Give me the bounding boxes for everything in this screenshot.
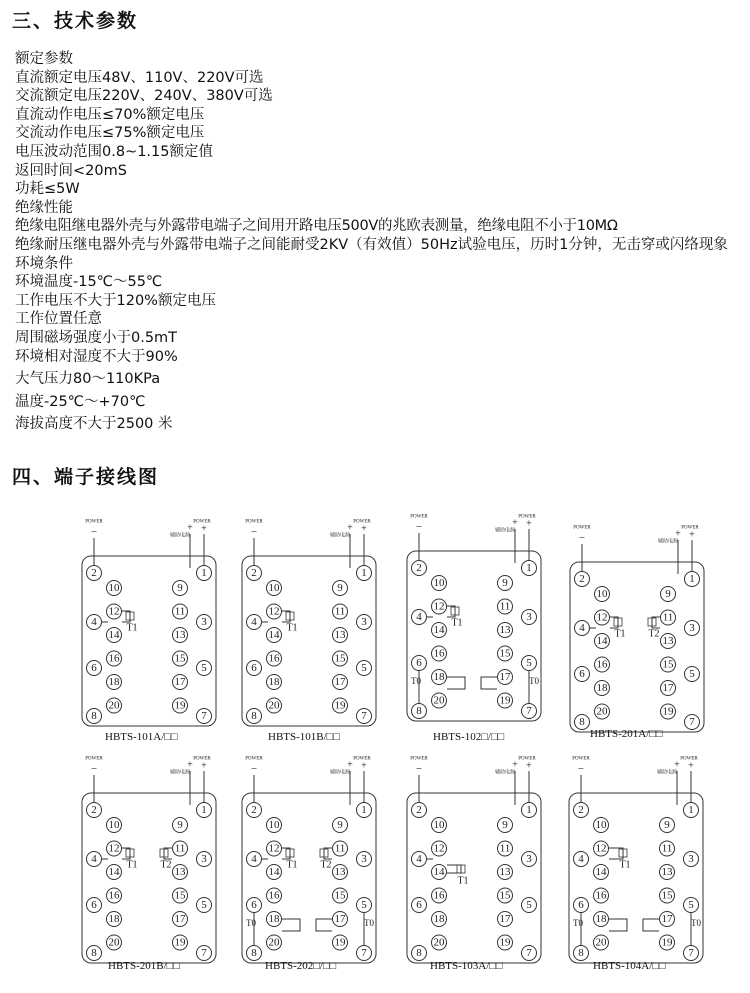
terminal-label: 10 <box>596 588 608 600</box>
terminal-label: 17 <box>334 676 346 688</box>
power-label: POWER <box>573 525 591 531</box>
wire <box>643 919 659 931</box>
terminal-label: 2 <box>579 573 585 585</box>
terminal-label: 2 <box>578 804 584 816</box>
terminal-label: 1 <box>689 573 695 585</box>
terminal-label: 19 <box>334 699 346 712</box>
wiring-diagram-202 <box>240 755 380 959</box>
timer-label: T2 <box>648 628 660 640</box>
terminal-label: 17 <box>174 913 186 925</box>
polarity-plus: + <box>512 759 518 771</box>
terminal-label: 15 <box>334 652 346 665</box>
terminal-label: 11 <box>499 842 511 855</box>
terminal-label: 1 <box>201 804 207 816</box>
terminal-label: 9 <box>664 819 670 831</box>
wiring-diagram-101b <box>240 518 380 722</box>
terminal-label: 8 <box>416 705 422 717</box>
terminal-label: 11 <box>661 842 673 855</box>
polarity-plus: + <box>674 759 680 771</box>
terminal-label: 8 <box>416 947 422 959</box>
terminal-label: 16 <box>108 889 120 902</box>
terminal-label: 12 <box>433 600 445 613</box>
power-label: POWER <box>353 756 371 762</box>
terminal-label: 7 <box>201 710 207 722</box>
terminal-label: 1 <box>361 567 367 579</box>
diagram-caption: HBTS-202□/□□ <box>265 960 337 972</box>
power-label: POWER <box>680 756 698 762</box>
wiring-diagram-104a <box>567 755 707 959</box>
diagram-caption: HBTS-201A/□□ <box>590 728 663 740</box>
wiring-diagram-102 <box>405 513 545 717</box>
polarity-plus: + <box>201 760 207 772</box>
terminal-label: 6 <box>251 899 257 911</box>
terminal-label: 18 <box>433 913 445 925</box>
wire <box>282 919 300 931</box>
terminal-label: 15 <box>499 647 511 660</box>
terminal-label: 15 <box>174 652 186 665</box>
terminal-label: 2 <box>416 562 422 574</box>
terminal-label: 11 <box>334 605 346 618</box>
terminal-label: 10 <box>268 819 280 831</box>
terminal-label: 6 <box>91 662 97 674</box>
terminal-label: 7 <box>689 716 695 728</box>
polarity-minus: − <box>578 532 586 544</box>
terminal-label: 7 <box>526 947 532 959</box>
timer-label: T0 <box>691 918 701 928</box>
terminal-label: 18 <box>433 671 445 683</box>
terminal-label: 20 <box>433 694 445 707</box>
spec-line: 直流动作电压≤70%额定电压 <box>15 106 205 123</box>
terminal-label: 16 <box>433 647 445 660</box>
power-label: POWER <box>245 519 263 525</box>
power-label: POWER <box>193 519 211 525</box>
polarity-plus: + <box>675 528 681 540</box>
section-4-heading: 四、端子接线图 <box>12 466 160 488</box>
spec-line: 电压波动范围0.8~1.15额定值 <box>15 143 213 160</box>
terminal-label: 13 <box>174 866 186 878</box>
diagram-caption: HBTS-104A/□□ <box>593 960 666 972</box>
terminal-label: 3 <box>361 853 367 865</box>
terminal-label: 13 <box>499 866 511 878</box>
terminal-label: 9 <box>665 588 671 600</box>
terminal-label: 9 <box>502 819 508 831</box>
power-label: POWER <box>193 756 211 762</box>
terminal-label: 11 <box>174 605 186 618</box>
terminal-label: 18 <box>595 913 607 925</box>
terminal-label: 8 <box>578 947 584 959</box>
polarity-plus: + <box>347 759 353 771</box>
terminal-label: 12 <box>108 842 120 855</box>
aux-power-label: 辅助电源 <box>494 770 516 776</box>
timer-label: T1 <box>451 617 463 629</box>
polarity-plus: + <box>512 517 518 529</box>
terminal-label: 17 <box>662 682 674 694</box>
terminal-label: 14 <box>268 866 280 878</box>
diagram-caption: HBTS-201B/□□ <box>108 960 180 972</box>
spec-line: 海拔高度不大于2500 米 <box>15 416 173 433</box>
terminal-label: 2 <box>251 567 257 579</box>
terminal-label: 19 <box>334 936 346 949</box>
power-label: POWER <box>410 514 428 520</box>
terminal-label: 3 <box>201 616 207 628</box>
terminal-label: 5 <box>689 668 695 680</box>
terminal-label: 4 <box>579 622 585 634</box>
terminal-label: 8 <box>251 710 257 722</box>
terminal-label: 5 <box>526 657 532 669</box>
polarity-plus: + <box>347 522 353 534</box>
timer-label: T2 <box>320 859 332 871</box>
polarity-minus: − <box>415 763 423 775</box>
terminal-label: 18 <box>108 676 120 688</box>
wire <box>609 919 627 931</box>
wire <box>447 865 461 873</box>
terminal-label: 14 <box>268 629 280 641</box>
polarity-plus: + <box>688 760 694 772</box>
wiring-diagram-103a <box>405 755 545 959</box>
aux-power-label: 辅助电源 <box>494 528 516 534</box>
terminal-label: 14 <box>433 624 445 636</box>
spec-line: 返回时间<20mS <box>15 162 127 179</box>
diagram-caption: HBTS-101B/□□ <box>268 731 340 743</box>
terminal-label: 4 <box>251 853 257 865</box>
terminal-label: 11 <box>662 611 674 624</box>
relay-frame <box>82 793 216 963</box>
terminal-label: 5 <box>361 899 367 911</box>
timer-label: T0 <box>411 676 421 686</box>
timer-label: T0 <box>529 676 539 686</box>
terminal-label: 10 <box>595 819 607 831</box>
terminal-label: 8 <box>91 710 97 722</box>
terminal-label: 8 <box>251 947 257 959</box>
terminal-label: 11 <box>334 842 346 855</box>
spec-line: 环境条件 <box>15 255 73 272</box>
terminal-label: 20 <box>595 936 607 949</box>
terminal-label: 5 <box>361 662 367 674</box>
terminal-label: 17 <box>499 671 511 683</box>
terminal-label: 15 <box>661 889 673 902</box>
timer-label: T1 <box>286 859 298 871</box>
terminal-label: 7 <box>526 705 532 717</box>
terminal-label: 2 <box>251 804 257 816</box>
aux-power-label: 辅助电源 <box>169 533 191 539</box>
terminal-label: 17 <box>499 913 511 925</box>
diagram-caption: HBTS-103A/□□ <box>430 960 503 972</box>
timer-label: T1 <box>286 622 298 634</box>
aux-power-label: 辅助电源 <box>657 539 679 545</box>
power-label: POWER <box>410 756 428 762</box>
wiring-diagram-201a <box>568 524 708 728</box>
power-label: POWER <box>518 756 536 762</box>
terminal-label: 4 <box>416 611 422 623</box>
terminal-label: 13 <box>499 624 511 636</box>
power-label: POWER <box>85 756 103 762</box>
terminal-label: 4 <box>91 616 97 628</box>
polarity-plus: + <box>689 529 695 541</box>
terminal-label: 7 <box>361 947 367 959</box>
terminal-label: 16 <box>433 889 445 902</box>
section-3-heading: 三、技术参数 <box>12 10 139 32</box>
terminal-label: 20 <box>108 699 120 712</box>
polarity-plus: + <box>361 523 367 535</box>
terminal-label: 14 <box>108 866 120 878</box>
terminal-label: 12 <box>433 842 445 855</box>
terminal-label: 6 <box>91 899 97 911</box>
terminal-label: 6 <box>251 662 257 674</box>
wire <box>447 677 465 689</box>
terminal-label: 1 <box>526 804 532 816</box>
spec-line: 周围磁场强度小于0.5mT <box>15 329 178 346</box>
terminal-label: 3 <box>689 622 695 634</box>
terminal-label: 20 <box>268 936 280 949</box>
diagram-caption: HBTS-102□/□□ <box>433 731 505 743</box>
terminal-label: 16 <box>595 889 607 902</box>
terminal-label: 9 <box>337 582 343 594</box>
power-label: POWER <box>85 519 103 525</box>
spec-line: 工作位置任意 <box>15 311 102 328</box>
power-label: POWER <box>353 519 371 525</box>
terminal-label: 7 <box>201 947 207 959</box>
terminal-label: 19 <box>661 936 673 949</box>
terminal-label: 12 <box>595 842 607 855</box>
timer-label: T1 <box>457 875 469 887</box>
terminal-label: 3 <box>526 611 532 623</box>
terminal-label: 4 <box>578 853 584 865</box>
power-label: POWER <box>681 525 699 531</box>
terminal-label: 6 <box>416 899 422 911</box>
terminal-label: 12 <box>268 842 280 855</box>
terminal-label: 19 <box>499 936 511 949</box>
spec-line: 温度-25℃～+70℃ <box>15 393 146 410</box>
terminal-label: 15 <box>499 889 511 902</box>
terminal-label: 19 <box>174 699 186 712</box>
terminal-label: 19 <box>662 705 674 718</box>
timer-label: T0 <box>573 918 583 928</box>
terminal-label: 3 <box>201 853 207 865</box>
terminal-label: 5 <box>201 662 207 674</box>
terminal-label: 4 <box>91 853 97 865</box>
wire <box>481 677 497 689</box>
terminal-label: 16 <box>596 658 608 671</box>
terminal-label: 17 <box>174 676 186 688</box>
terminal-label: 12 <box>108 605 120 618</box>
terminal-label: 16 <box>268 652 280 665</box>
polarity-plus: + <box>187 759 193 771</box>
terminal-label: 11 <box>499 600 511 613</box>
timer-label: T0 <box>364 918 374 928</box>
spec-list <box>15 50 745 434</box>
polarity-minus: − <box>90 526 98 538</box>
terminal-label: 18 <box>108 913 120 925</box>
terminal-label: 5 <box>201 899 207 911</box>
terminal-label: 17 <box>334 913 346 925</box>
terminal-label: 12 <box>268 605 280 618</box>
spec-line: 额定参数 <box>15 51 73 67</box>
terminal-label: 6 <box>578 899 584 911</box>
terminal-label: 10 <box>108 582 120 594</box>
terminal-label: 4 <box>416 853 422 865</box>
polarity-minus: − <box>90 763 98 775</box>
terminal-label: 18 <box>596 682 608 694</box>
terminal-label: 9 <box>177 819 183 831</box>
terminal-label: 17 <box>661 913 673 925</box>
terminal-label: 2 <box>91 567 97 579</box>
terminal-label: 20 <box>596 705 608 718</box>
terminal-label: 20 <box>108 936 120 949</box>
terminal-label: 4 <box>251 616 257 628</box>
wire <box>316 919 332 931</box>
terminal-label: 9 <box>502 577 508 589</box>
relay-frame <box>570 562 704 732</box>
spec-line: 绝缘耐压继电器外壳与外露带电端子之间能耐受2KV（有效值）50Hz试验电压，历时1分钟，无击穿或闪络现象 <box>15 236 728 253</box>
terminal-label: 13 <box>334 866 346 878</box>
polarity-minus: − <box>577 763 585 775</box>
terminal-label: 10 <box>433 819 445 831</box>
terminal-label: 7 <box>688 947 694 959</box>
terminal-label: 16 <box>268 889 280 902</box>
aux-power-label: 辅助电源 <box>656 770 678 776</box>
timer-label: T0 <box>246 918 256 928</box>
terminal-label: 6 <box>416 657 422 669</box>
diagram-caption: HBTS-101A/□□ <box>105 731 178 743</box>
terminal-label: 20 <box>268 699 280 712</box>
terminal-label: 18 <box>268 676 280 688</box>
terminal-label: 14 <box>595 866 607 878</box>
relay-frame <box>242 793 376 963</box>
polarity-minus: − <box>415 521 423 533</box>
relay-frame <box>82 556 216 726</box>
terminal-label: 1 <box>201 567 207 579</box>
terminal-label: 2 <box>416 804 422 816</box>
aux-power-label: 辅助电源 <box>329 770 351 776</box>
spec-line: 交流额定电压220V、240V、380V可选 <box>15 88 273 105</box>
timer-label: T1 <box>614 628 626 640</box>
terminal-label: 20 <box>433 936 445 949</box>
spec-line: 环境温度-15℃～55℃ <box>15 274 163 291</box>
terminal-label: 13 <box>662 635 674 647</box>
terminal-label: 18 <box>268 913 280 925</box>
terminal-label: 12 <box>596 611 608 624</box>
terminal-label: 14 <box>596 635 608 647</box>
terminal-label: 14 <box>108 629 120 641</box>
spec-line: 交流动作电压≤75%额定电压 <box>15 125 205 142</box>
timer-label: T2 <box>160 859 172 871</box>
relay-frame <box>407 551 541 721</box>
spec-line: 直流额定电压48V、110V、220V可选 <box>15 69 264 86</box>
wiring-diagram-201b <box>80 755 220 959</box>
terminal-label: 5 <box>688 899 694 911</box>
terminal-label: 1 <box>688 804 694 816</box>
terminal-label: 15 <box>334 889 346 902</box>
power-label: POWER <box>518 514 536 520</box>
terminal-label: 3 <box>526 853 532 865</box>
terminal-label: 14 <box>433 866 445 878</box>
terminal-label: 5 <box>526 899 532 911</box>
terminal-label: 19 <box>499 694 511 707</box>
spec-line: 绝缘性能 <box>15 199 73 216</box>
timer-label: T1 <box>619 859 631 871</box>
polarity-minus: − <box>250 763 258 775</box>
polarity-plus: + <box>201 523 207 535</box>
timer-label: T1 <box>126 622 138 634</box>
terminal-label: 13 <box>661 866 673 878</box>
relay-frame <box>569 793 703 963</box>
relay-frame <box>407 793 541 963</box>
polarity-minus: − <box>250 526 258 538</box>
relay-frame <box>242 556 376 726</box>
terminal-label: 19 <box>174 936 186 949</box>
terminal-label: 8 <box>91 947 97 959</box>
terminal-label: 1 <box>526 562 532 574</box>
timer-label: T1 <box>126 859 138 871</box>
terminal-label: 2 <box>91 804 97 816</box>
power-label: POWER <box>245 756 263 762</box>
spec-line: 绝缘电阻继电器外壳与外露带电端子之间用开路电压500V的兆欧表测量，绝缘电阻不小于10MΩ <box>15 218 618 235</box>
polarity-plus: + <box>526 760 532 772</box>
terminal-label: 15 <box>662 658 674 671</box>
terminal-label: 10 <box>108 819 120 831</box>
terminal-label: 10 <box>433 577 445 589</box>
aux-power-label: 辅助电源 <box>169 770 191 776</box>
terminal-label: 3 <box>688 853 694 865</box>
terminal-label: 13 <box>174 629 186 641</box>
terminal-label: 1 <box>361 804 367 816</box>
polarity-plus: + <box>187 522 193 534</box>
wiring-diagram-101a <box>80 518 220 722</box>
terminal-label: 15 <box>174 889 186 902</box>
terminal-label: 9 <box>177 582 183 594</box>
terminal-label: 3 <box>361 616 367 628</box>
terminal-label: 10 <box>268 582 280 594</box>
spec-line: 环境相对湿度不大于90% <box>15 348 178 365</box>
terminal-label: 8 <box>579 716 585 728</box>
spec-line: 功耗≤5W <box>15 181 80 198</box>
spec-line: 工作电压不大于120%额定电压 <box>15 292 216 309</box>
terminal-label: 16 <box>108 652 120 665</box>
terminal-label: 9 <box>337 819 343 831</box>
spec-line: 大气压力80～110KPa <box>15 371 161 388</box>
terminal-label: 11 <box>174 842 186 855</box>
terminal-label: 6 <box>579 668 585 680</box>
terminal-label: 7 <box>361 710 367 722</box>
aux-power-label: 辅助电源 <box>329 533 351 539</box>
polarity-plus: + <box>361 760 367 772</box>
polarity-plus: + <box>526 518 532 530</box>
terminal-label: 13 <box>334 629 346 641</box>
power-label: POWER <box>572 756 590 762</box>
